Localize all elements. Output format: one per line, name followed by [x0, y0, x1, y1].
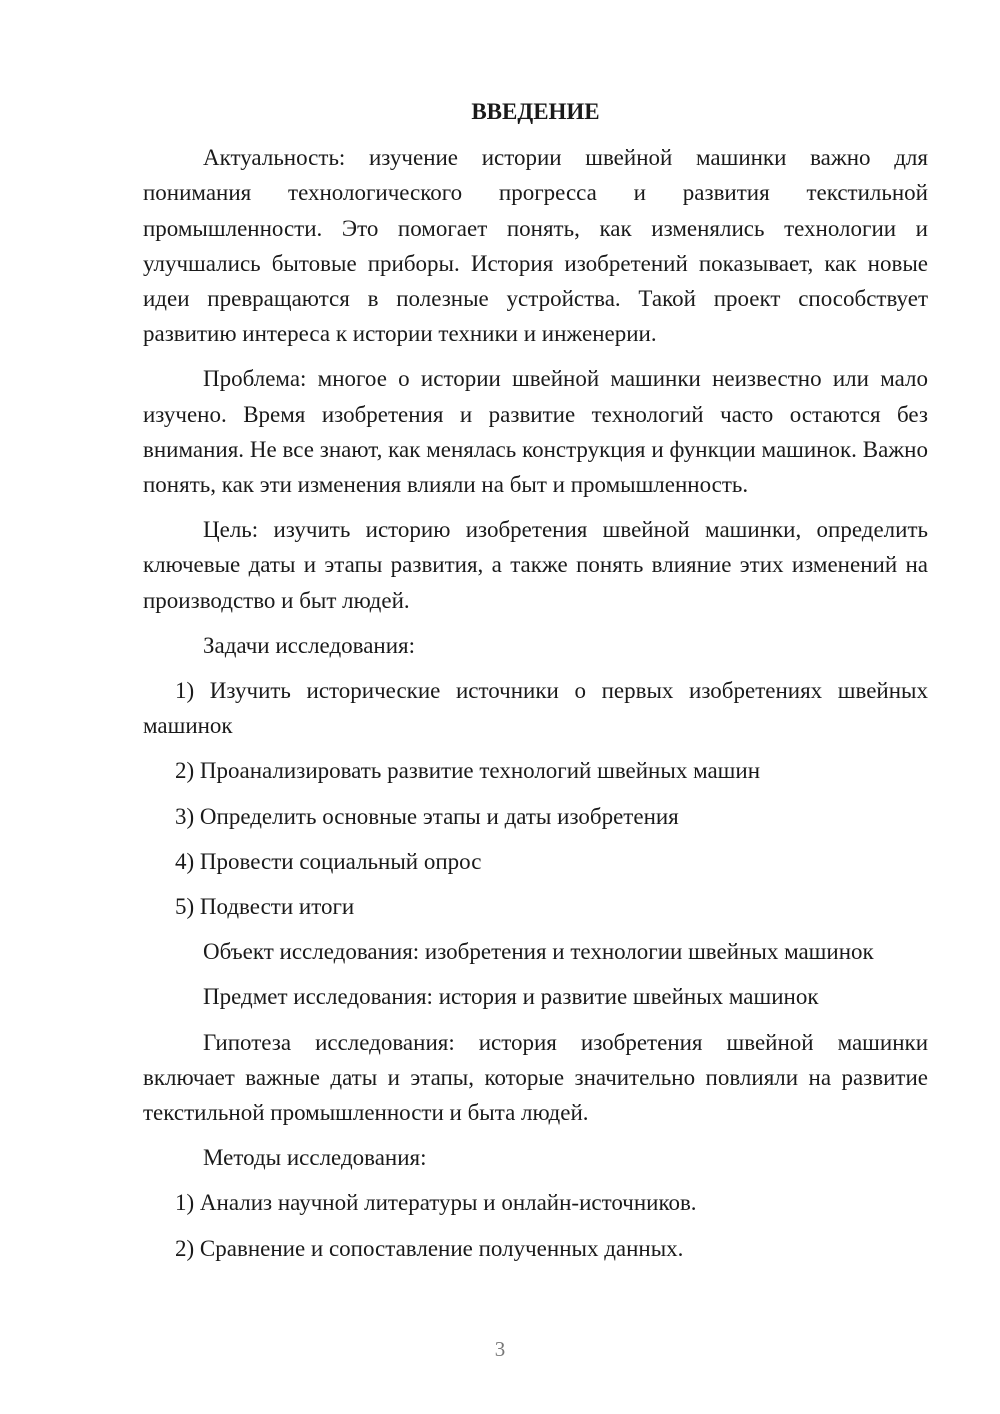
- methods-heading: Методы исследования:: [203, 1145, 427, 1171]
- page-number: 3: [494, 1337, 506, 1361]
- paragraph-problem: Проблема: многое о истории швейной машинки неизвестно или мало изучено. Время изобретения и развитие технологий часто остаются без внимания. Не все знают, как менялась конструкция и функции машинок. Важно понять, как эти изменения влияли на быт и промышленность.: [143, 366, 928, 498]
- task-item-4: 4) Провести социальный опрос: [175, 848, 482, 874]
- tasks-heading: Задачи исследования:: [203, 632, 416, 658]
- task-item-3: 3) Определить основные этапы и даты изобретения: [175, 803, 679, 829]
- paragraph-hypothesis: Гипотеза исследования: история изобретения швейной машинки включает важные даты и этапы, которые значительно повлияли на развитие текстильной промышленности и быта людей.: [143, 1029, 928, 1126]
- page-content: [143, 94, 928, 1276]
- section-heading: ВВЕДЕНИЕ: [471, 99, 600, 124]
- method-item-1: 1) Анализ научной литературы и онлайн-источников.: [175, 1190, 697, 1216]
- task-item-2: 2) Проанализировать развитие технологий швейных машин: [175, 758, 761, 784]
- task-item-1: 1) Изучить исторические источники о первых изобретениях швейных машинок: [143, 678, 928, 739]
- task-item-5: 5) Подвести итоги: [175, 894, 355, 920]
- method-item-2: 2) Сравнение и сопоставление полученных данных.: [175, 1235, 684, 1261]
- paragraph-subject: Предмет исследования: история и развитие швейных машинок: [203, 984, 819, 1010]
- paragraph-goal: Цель: изучить историю изобретения швейной машинки, определить ключевые даты и этапы развития, а также понять влияние этих изменений на производство и быт людей.: [143, 517, 928, 613]
- paragraph-relevance: Актуальность: изучение истории швейной машинки важно для понимания технологического прогресса и развития текстильной промышленности. Это помогает понять, как изменялись технологии и улучшались бытовые приборы. История изобретений показывает, как новые идеи превращаются в полезные устройства. Такой проект способствует развитию интереса к истории техники и инженерии.: [143, 145, 928, 347]
- paragraph-object: Объект исследования: изобретения и технологии швейных машинок: [203, 939, 874, 965]
